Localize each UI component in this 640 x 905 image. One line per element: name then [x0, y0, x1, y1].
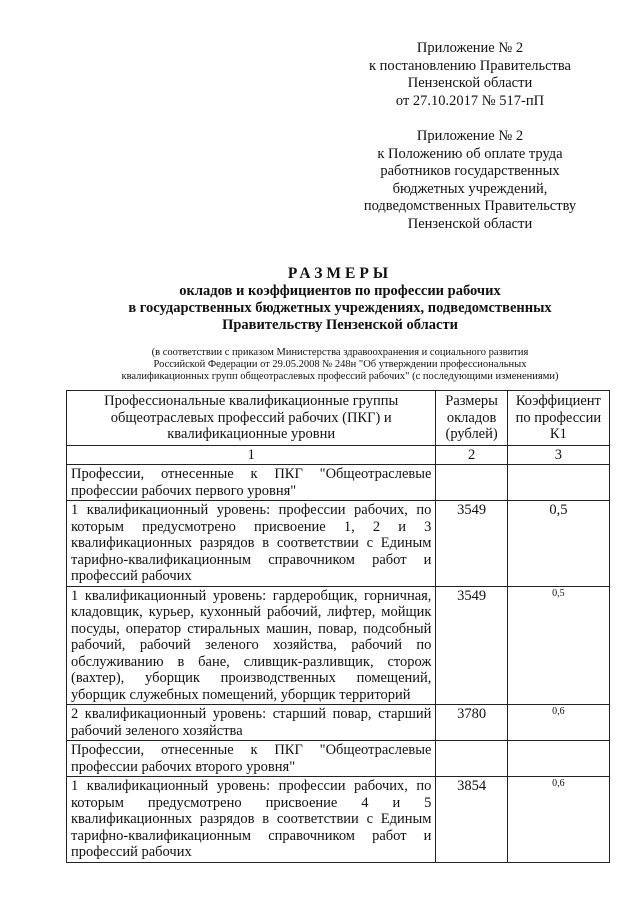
- table-row: [67, 777, 610, 863]
- appendix-line: Пензенской области: [407, 75, 533, 91]
- row-salary: 3854: [436, 777, 507, 863]
- source-note: [60, 347, 620, 383]
- row-name: Профессии, отнесенные к ПКГ "Общеотраслевые профессии рабочих второго уровня": [67, 741, 436, 777]
- appendix-line: к постановлению Правительства: [369, 57, 571, 74]
- row-name: Профессии, отнесенные к ПКГ "Общеотраслевые профессии рабочих первого уровня": [67, 465, 436, 501]
- header-groups: Профессиональные квалификационные группы общеотраслевых профессий рабочих (ПКГ) и квалификационные уровни: [67, 391, 436, 446]
- title-subline: в государственных бюджетных учреждениях, подведомственных: [128, 300, 552, 316]
- row-name: 1 квалификационный уровень: профессии рабочих, по которым предусмотрено присвоение 1, 2 и 3 квалификационных разрядов в соответствии с Единым тарифно-квалификационным справочником работ и профессий рабочих: [67, 501, 436, 587]
- salary-table: [66, 390, 610, 863]
- note-line: Российской Федерации от 29.05.2008 № 248н "Об утверждении профессиональных: [153, 359, 527, 370]
- table-row: [67, 741, 610, 777]
- document-title: [60, 265, 620, 334]
- table-column-numbers-row: [67, 445, 610, 465]
- row-coefficient: 0,5: [507, 586, 609, 705]
- appendix-resolution: [330, 40, 610, 110]
- appendix-line: от 27.10.2017 № 517-пП: [395, 92, 545, 109]
- column-number: 3: [507, 445, 609, 465]
- appendix-line: Приложение № 2: [416, 40, 524, 56]
- row-salary: 3780: [436, 705, 507, 741]
- title-subline: окладов и коэффициентов по профессии рабочих: [179, 283, 501, 299]
- title-subline: Правительству Пензенской области: [222, 317, 458, 333]
- row-salary: 3549: [436, 501, 507, 587]
- column-number: 2: [436, 445, 507, 465]
- note-line: (в соответствии с приказом Министерства здравоохранения и социального развития: [151, 347, 529, 358]
- row-coefficient: 0,5: [507, 501, 609, 587]
- appendix-regulation: [330, 128, 610, 233]
- appendix-line: подведомственных Правительству: [363, 198, 577, 214]
- appendix-line: бюджетных учреждений,: [392, 180, 548, 197]
- row-salary: [436, 741, 507, 777]
- appendix-line: работников государственных: [380, 163, 560, 179]
- table-row: [67, 465, 610, 501]
- column-number: 1: [67, 445, 436, 465]
- appendix-line: Пензенской области: [407, 215, 533, 232]
- table-header-row: [67, 391, 610, 446]
- appendix-line: Приложение № 2: [416, 128, 524, 144]
- title-main: РАЗМЕРЫ: [287, 265, 393, 282]
- table-row: [67, 586, 610, 705]
- row-salary: [436, 465, 507, 501]
- row-name: 2 квалификационный уровень: старший повар, старший рабочий зеленого хозяйства: [67, 705, 436, 741]
- table-row: [67, 705, 610, 741]
- row-coefficient: [507, 741, 609, 777]
- row-name: 1 квалификационный уровень: гардеробщик, горничная, кладовщик, курьер, кухонный рабочий, лифтер, мойщик посуды, оператор стиральных машин, повар, подсобный рабочий, рабочий зеленого хозяйства, рабочий по обслуживанию в бане, сливщик-разливщик, сторож (вахтер), уборщик производственных помещений, уборщик служебных помещений, уборщик территорий: [67, 586, 436, 705]
- row-coefficient: 0,6: [507, 705, 609, 741]
- row-name: 1 квалификационный уровень: профессии рабочих, по которым предусмотрено присвоение 4 и 5 квалификационных разрядов в соответствии с Единым тарифно-квалификационным справочником работ и профессий рабочих: [67, 777, 436, 863]
- row-coefficient: 0,6: [507, 777, 609, 863]
- note-line: квалификационных групп общеотраслевых профессий рабочих" (с последующими изменениями): [121, 371, 559, 382]
- row-coefficient: [507, 465, 609, 501]
- table-row: [67, 501, 610, 587]
- row-salary: 3549: [436, 586, 507, 705]
- header-salary: Размеры окладов (рублей): [436, 391, 507, 446]
- appendix-line: к Положению об оплате труда: [377, 145, 563, 162]
- header-coefficient: Коэффициент по профессии К1: [507, 391, 609, 446]
